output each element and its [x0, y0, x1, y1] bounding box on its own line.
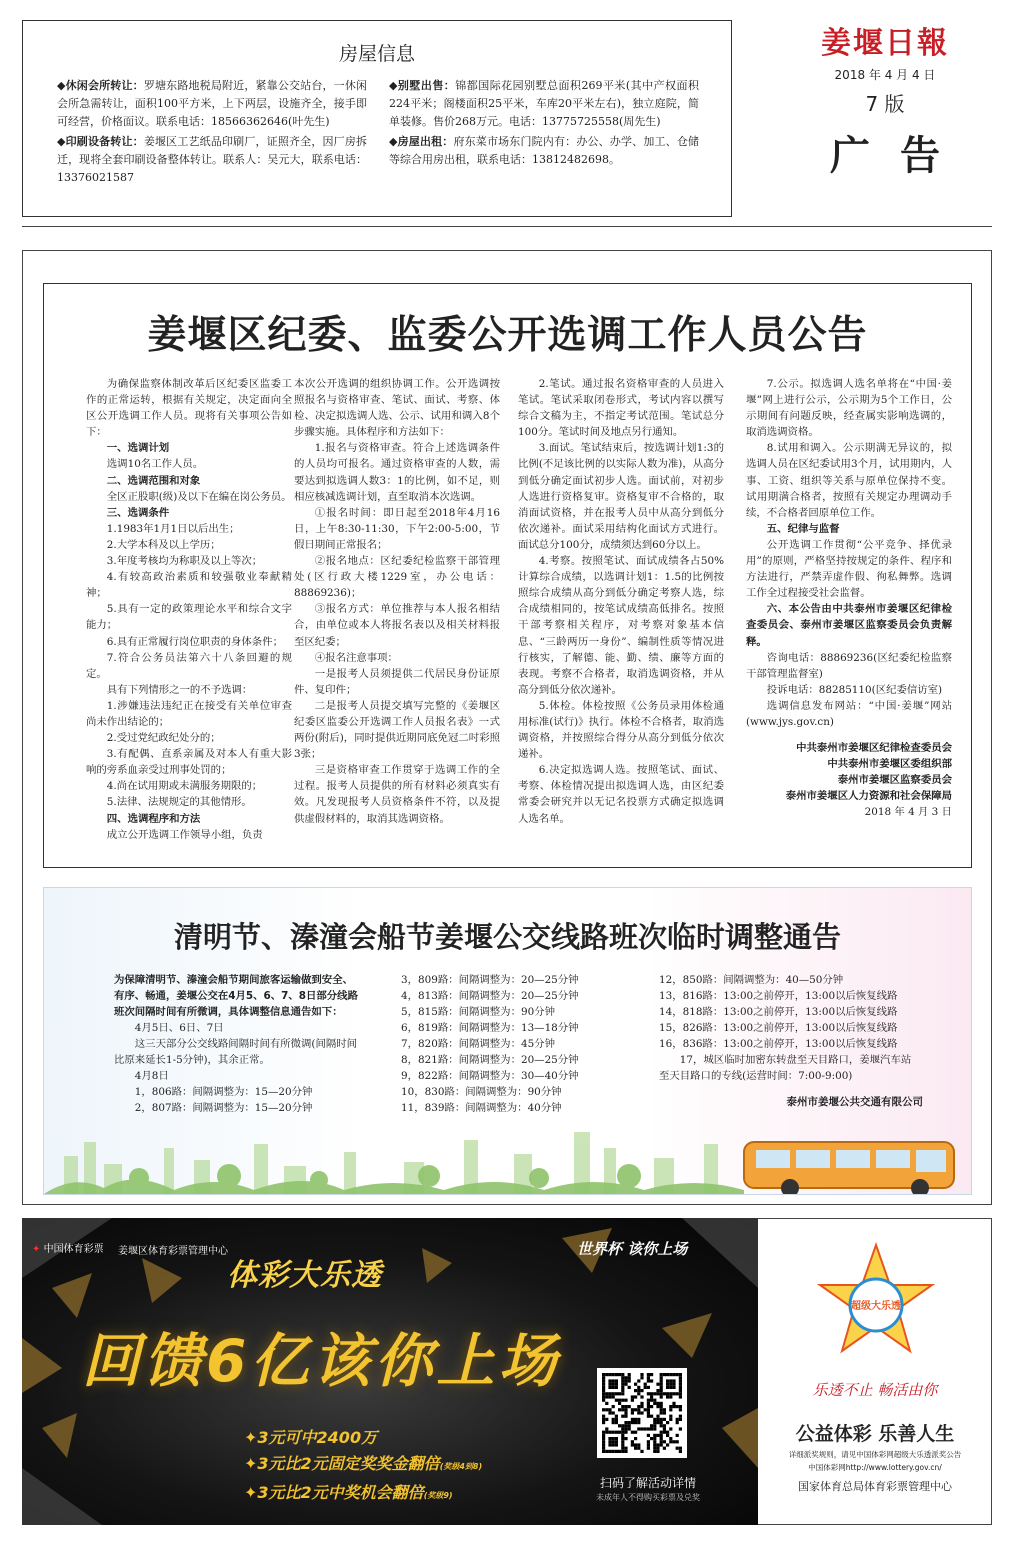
bus-schedule-line: 7，820路：间隔调整为：45分钟 — [401, 1038, 555, 1050]
bus-schedule-line: 12，850路：间隔调整为：40—50分钟 — [659, 974, 844, 986]
paragraph: 本次公开选调的组织协调工作。公开选调按照报名与资格审查、笔试、面试、考察、体检、决定拟选调人选、公示、试用和调入8个步骤实施。具体程序和方法如下： — [294, 378, 500, 439]
notice-column — [518, 376, 724, 827]
lottery-ad — [22, 1218, 758, 1525]
paragraph: 1.1983年1月1日以后出生； — [106, 522, 240, 535]
headline: 回馈6亿该你上场 — [82, 1327, 561, 1395]
section-heading: 二、选调范围和对象 — [106, 474, 201, 487]
house-info-column-left — [57, 77, 367, 189]
bus-schedule-line: 13，816路：13:00之前停开，13:00以后恢复线路 — [659, 990, 898, 1002]
paragraph: 三是资格审查工作贯穿于选调工作的全过程。报考人员提供的所有材料必须真实有效。凡发现报考人员资格条件不符，以及提供虚假材料的，取消其选调资格。 — [294, 764, 500, 825]
bus-company-signature: 泰州市姜堰公共交通有限公司 — [786, 1096, 923, 1108]
house-item: ◆印刷设备转让：姜堰区工艺纸品印刷厂，证照齐全，因厂房拆迁，现将全套印刷设备整体转让。联系人：吴元大，联系电话：13376021587 — [57, 135, 367, 184]
paragraph: 1.涉嫌违法违纪正在接受有关单位审查尚未作出结论的； — [86, 699, 292, 728]
issuer-name: 泰州市姜堰区人力资源和社会保障局 — [785, 790, 952, 803]
house-item: ◆房屋出租：府东菜市场东门院内有：办公、办学、加工、仓储等综合用房出租，联系电话：13812482698。 — [389, 135, 699, 166]
bus-schedule-line: 11，839路：间隔调整为：40分钟 — [401, 1102, 562, 1114]
paragraph: 全区正股职(级)及以下在编在岗公务员。 — [106, 490, 292, 503]
bus-notice — [43, 887, 972, 1195]
issuer-name: 泰州市姜堰区监察委员会 — [837, 774, 952, 787]
bus-schedule-line: 1，806路：间隔调整为：15—20分钟 — [134, 1086, 313, 1098]
bus-schedule-line: 这三天部分公交线路间隔时间有所微调(间隔时间比原来延长1-5分钟)，其余正常。 — [114, 1038, 358, 1066]
bus-schedule-line: 8，821路：间隔调整为：20—25分钟 — [401, 1054, 579, 1066]
recruitment-notice — [43, 283, 972, 868]
lottery-website[interactable]: 中国体彩网http://www.lottery.gov.cn/ — [808, 1463, 942, 1472]
qr-code[interactable] — [597, 1368, 687, 1458]
paragraph — [746, 730, 952, 740]
bus-schedule-line: 17，城区临时加密东转盘至天目路口，姜堰汽车站至天目路口的专线(运营时间：7:00-9:00) — [659, 1054, 912, 1082]
paragraph: 7.公示。拟选调人选名单将在“中国·姜堰”网上进行公示，公示期为5个工作日，公示期间有问题反映，经查属实影响选调的，取消选调资格。 — [746, 378, 952, 439]
slogan-script: 乐透不止 畅活由你 — [812, 1381, 938, 1399]
paragraph: ①报名时间：即日起至2018年4月16日，上午8:30-11:30，下午2:00-5:00，节假日期间正常报名； — [294, 506, 500, 551]
bullet-item: ✦3元比2元中奖机会翻倍(奖级9) — [244, 1483, 453, 1502]
bus-notice-title: 清明节、溱潼会船节姜堰公交线路班次临时调整通告 — [173, 920, 841, 954]
house-item: ◆别墅出售：锦都国际花园别墅总面积269平米(其中产权面积224平米；阁楼面积25平米，车库20平米左右)，独立庭院，简单装修。售价268万元。电话：13775725558(周先生) — [389, 79, 699, 128]
bullet-list — [244, 1425, 482, 1509]
paragraph: ②报名地点：区纪委纪检监察干部管理处(区行政大楼1229室，办公电话：88869236)； — [294, 555, 500, 600]
paragraph: 成立公开选调工作领导小组，负责 — [106, 828, 263, 841]
bus-schedule-line: 4月8日 — [134, 1070, 169, 1082]
bus-schedule-line: 3，809路：间隔调整为：20—25分钟 — [401, 974, 579, 986]
paragraph: 3.有配偶、直系亲属及对本人有重大影响的旁系血亲受过刑事处罚的； — [86, 748, 292, 777]
paragraph: 投诉电话：88285110(区纪委信访室) — [766, 683, 943, 696]
paragraph: 具有下列情形之一的不予选调： — [106, 683, 253, 696]
section-title: 广告 — [830, 132, 970, 179]
lottery-logo-text: 超级大乐透 — [851, 1301, 901, 1312]
bus-schedule-line: 4月5日、6日、7日 — [134, 1022, 224, 1034]
bus-schedule-line: 14，818路：13:00之前停开，13:00以后恢复线路 — [659, 1006, 898, 1018]
paragraph: 4.考察。按照笔试、面试成绩各占50%计算综合成绩，以选调计划1：1.5的比例按照综合成绩从高分到低分确定考察人选，综合成绩相同的，按笔试成绩高低排名。按照干部考察相关程序，对考察对象基本信息、“三龄两历一身份”、编制性质等情况进行核实，了解德、能、勤、绩、廉等方面的表现。考察不合格者，取消选调资格，并从高分到低分依次递补。 — [518, 555, 724, 696]
bus-column — [401, 972, 631, 1116]
bus-schedule-line: 4，813路：间隔调整为：20—25分钟 — [401, 990, 579, 1002]
qr-note: 未成年人不得购买彩票及兑奖 — [596, 1493, 700, 1502]
paragraph: 6.决定拟选调人选。按照笔试、面试、考察、体检情况提出拟选调人选，由区纪委常委会研究并以无记名投票方式确定拟选调人选名单。 — [518, 764, 724, 825]
paragraph: 2.受过党纪政纪处分的； — [106, 732, 221, 745]
slogan: 公益体彩 乐善人生 — [795, 1423, 955, 1445]
paragraph: 5.具有一定的政策理论水平和综合文字能力； — [86, 603, 292, 632]
bus-schedule-line: 15，826路：13:00之前停开，13:00以后恢复线路 — [659, 1022, 898, 1034]
house-info-column-right — [389, 77, 699, 171]
bus-schedule-line: 9，822路：间隔调整为：30—40分钟 — [401, 1070, 579, 1082]
lottery-star-icon: ✦ — [32, 1244, 41, 1255]
paragraph: 2.笔试。通过报名资格审查的人员进入笔试。笔试采取闭卷形式，考试内容以撰写综合文稿为主，不指定考试范围。笔试总分100分。笔试时间及地点另行通知。 — [518, 378, 724, 439]
paragraph: ③报名方式：单位推荐与本人报名相结合，由单位或本人将报名表以及相关材料报至区纪委； — [294, 603, 500, 648]
bus-schedule-line: 16，836路：13:00之前停开，13:00以后恢复线路 — [659, 1038, 898, 1050]
bullet-item: ✦3元可中2400万 — [244, 1428, 378, 1447]
paragraph: 7.符合公务员法第六十八条回避的规定。 — [86, 651, 292, 680]
section-heading: 六、本公告由中共泰州市姜堰区纪律检查委员会、泰州市姜堰区监察委员会负责解释。 — [746, 603, 952, 648]
section-heading: 五、纪律与监督 — [766, 522, 840, 535]
paragraph: 1.报名与资格审查。符合上述选调条件的人员均可报名。通过资格审查的人数，需要达到拟选调人数3：1的比例，如不足，则相应核减选调计划，直至取消本次选调。 — [294, 442, 500, 503]
paragraph: 3.年度考核均为称职及以上等次； — [106, 555, 263, 568]
notice-title: 姜堰区纪委、监委公开选调工作人员公告 — [147, 312, 868, 358]
qr-caption: 扫码了解活动详情 — [599, 1476, 696, 1490]
paragraph: 6.具有正常履行岗位职责的身体条件； — [106, 635, 283, 648]
issue-date: 2018 年 4 月 4 日 — [834, 68, 936, 82]
paragraph: 选调信息发布网站：“中国·姜堰”网站(www.jys.gov.cn) — [746, 699, 952, 728]
page-number: 7 版 — [865, 92, 905, 116]
paragraph: 公开选调工作贯彻“公平竞争、择优录用”的原则，严格坚持按规定的条件、程序和方法进行，严禁弄虚作假、徇私舞弊。选调工作全过程接受社会监督。 — [746, 538, 952, 600]
notice-date: 2018 年 4 月 3 日 — [864, 806, 952, 819]
worldcup-banner: 世界杯 该你上场 — [577, 1240, 688, 1258]
section-heading: 四、选调程序和方法 — [106, 812, 201, 825]
paragraph: ④报名注意事项： — [314, 651, 398, 664]
lottery-ad-right-panel — [758, 1218, 992, 1525]
house-info-title: 房屋信息 — [338, 43, 415, 65]
newspaper-logo: 姜堰日報 — [821, 26, 949, 61]
paragraph: 咨询电话：88869236(区纪委纪检监察干部管理监督室) — [746, 651, 952, 680]
issuer-name: 中共泰州市姜堰区委组织部 — [827, 758, 952, 771]
bus-schedule-line: 2，807路：间隔调整为：15—20分钟 — [134, 1102, 313, 1114]
lottery-center: 姜堰区体育彩票管理中心 — [118, 1246, 228, 1257]
divider — [22, 226, 992, 227]
city-skyline-illustration — [44, 1104, 972, 1194]
notice-column — [86, 376, 292, 843]
bus-schedule-line: 10，830路：间隔调整为：90分钟 — [401, 1086, 562, 1098]
paragraph: 4.有较高政治素质和较强敬业奉献精神； — [86, 571, 292, 600]
product-logo: 体彩大乐透 — [227, 1258, 382, 1293]
paragraph: 2.大学本科及以上学历； — [106, 538, 221, 551]
qr-pattern-icon — [602, 1373, 682, 1453]
paragraph: 一是报考人员须提供二代居民身份证原件、复印件； — [294, 667, 500, 696]
paragraph: 二是报考人员提交填写完整的《姜堰区纪委区监委公开选调工作人员报名表》一式两份(附后)，同时提供近期同底免冠二吋彩照3张； — [294, 699, 500, 761]
bus-column — [659, 972, 921, 1084]
house-item: ◆休闲会所转让：罗塘东路地税局附近，紧靠公交站台，一休闲会所急需转让，面积100平方米，上下两层，设施齐全，接手即可经营，价格面议。联系电话：18566362646(叶先生) — [57, 79, 367, 128]
paragraph: 5.体检。体检按照《公务员录用体检通用标准(试行)》执行。体检不合格者，取消选调资格，并按照综合得分从高分到低分依次递补。 — [518, 699, 724, 761]
section-heading: 三、选调条件 — [106, 506, 170, 519]
lottery-brand: ✦ 中国体育彩票 — [32, 1244, 104, 1255]
paragraph: 3.面试。笔试结束后，按选调计划1:3的比例(不足该比例的以实际人数为准)，从高分到低分确定面试初步人选。面试前，对初步人选进行资格复审。资格复审不合格的，取消面试资格，并在报考人员中从高分到低分依次递补。面试采用结构化面试方式进行。面试总分100分，成绩须达到60分以上。 — [518, 442, 724, 551]
notice-column — [746, 376, 952, 821]
bus-schedule-line: 5，815路：间隔调整为：90分钟 — [401, 1006, 555, 1018]
bus-column — [114, 972, 362, 1116]
house-info-box — [22, 20, 732, 217]
bus-schedule-line: 为保障清明节、溱潼会船节期间旅客运输做到安全、有序、畅通，姜堰公交在4月5、6、7、8日部分线路班次间隔时间有所微调，具体调整信息通告如下： — [114, 974, 358, 1018]
paragraph: 8.试用和调入。公示期满无异议的，拟选调人员在区纪委试用3个月，试用期内，人事、工资、组织等关系与原单位保持不变。试用期满合格者，按照有关规定办理调动手续，不合格者回原单位工作。 — [746, 442, 952, 519]
paragraph: 5.法律、法规规定的其他情形。 — [106, 796, 252, 809]
paragraph: 选调10名工作人员。 — [106, 458, 204, 471]
issuer-name: 中共泰州市姜堰区纪律检查委员会 — [796, 742, 952, 755]
paragraph: 为确保监察体制改革后区纪委区监委工作的正常运转，根据有关规定，决定面向全区公开选调工作人员。现将有关事项公告如下： — [86, 378, 292, 439]
paragraph: 4.尚在试用期或未满服务期限的； — [106, 780, 263, 793]
bullet-item: ✦3元比2元固定奖奖金翻倍(奖级4到8) — [244, 1454, 483, 1473]
section-heading: 一、选调计划 — [106, 442, 170, 455]
bus-icon — [744, 1142, 954, 1194]
rules-note: 详细派奖规则，请见中国体彩网超级大乐透派奖公告 — [788, 1450, 962, 1459]
notice-column — [294, 376, 500, 827]
bus-schedule-line: 6，819路：间隔调整为：13—18分钟 — [401, 1022, 579, 1034]
lottery-authority: 国家体育总局体育彩票管理中心 — [798, 1480, 952, 1493]
